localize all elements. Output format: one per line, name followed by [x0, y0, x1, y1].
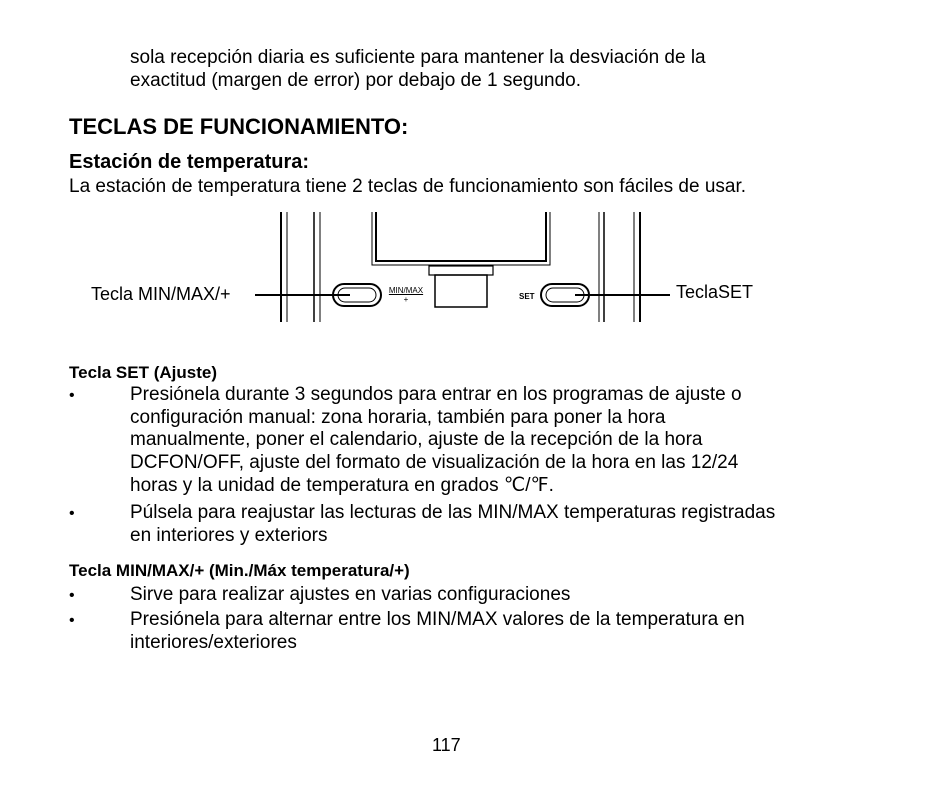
minmax-printed-line-1: MIN/MAX	[388, 286, 424, 295]
set-bullet-1-line-5: horas y la unidad de temperatura en grados ℃/℉.	[130, 474, 554, 496]
section-title: TECLAS DE FUNCIONAMIENTO:	[69, 114, 409, 139]
minmax-key-title: Tecla MIN/MAX/+ (Min./Máx temperatura/+)	[69, 561, 410, 580]
set-bullet-2	[130, 502, 830, 547]
set-bullet-1-line-2: configuración manual: zona horaria, también para poner la hora	[130, 406, 666, 428]
subsection-description: La estación de temperatura tiene 2 teclas de funcionamiento son fáciles de usar.	[69, 176, 747, 197]
keys-diagram	[0, 210, 950, 330]
minmax-bullet-2-line-1: Presiónela para alternar entre los MIN/MAX valores de la temperatura en	[130, 609, 745, 630]
minmax-bullet-2-mark: •	[69, 612, 75, 629]
label-minmax-key: Tecla MIN/MAX/+	[91, 284, 231, 304]
set-bullet-2-line-2: en interiores y exteriors	[130, 524, 328, 546]
set-bullet-1-line-4: DCFON/OFF, ajuste del formato de visualización de la hora en las 12/24	[130, 452, 739, 474]
minmax-button-printed-label	[385, 286, 427, 304]
intro-line-2: exactitud (margen de error) por debajo de 1 segundo.	[130, 69, 581, 91]
intro-line-1: sola recepción diaria es suficiente para mantener la desviación de la	[130, 47, 706, 68]
minmax-bullet-2	[130, 609, 830, 654]
minmax-bullet-1-line-1: Sirve para realizar ajustes en varias configuraciones	[130, 584, 571, 605]
set-bullet-1-line-3: manualmente, poner el calendario, ajuste de la recepción de la hora	[130, 429, 703, 451]
set-button-printed-label: SET	[519, 292, 535, 301]
set-bullet-2-mark: •	[69, 505, 75, 522]
set-bullet-2-line-1: Púlsela para reajustar las lecturas de las MIN/MAX temperaturas registradas	[130, 502, 776, 523]
set-key-title: Tecla SET (Ajuste)	[69, 363, 217, 382]
label-set-key: TeclaSET	[676, 282, 754, 302]
intro-paragraph	[130, 47, 706, 92]
subsection-title: Estación de temperatura:	[69, 151, 310, 173]
page-number: 117	[432, 735, 461, 755]
keys-diagram-drawing	[0, 210, 950, 330]
minmax-printed-line-2: +	[403, 295, 409, 304]
set-bullet-1	[130, 384, 830, 498]
minmax-bullet-1	[130, 584, 830, 607]
minmax-bullet-2-line-2: interiores/exteriores	[130, 631, 297, 653]
minmax-bullet-1-mark: •	[69, 587, 75, 604]
set-bullet-1-line-1: Presiónela durante 3 segundos para entrar en los programas de ajuste o	[130, 384, 742, 405]
set-bullet-1-mark: •	[69, 387, 75, 404]
